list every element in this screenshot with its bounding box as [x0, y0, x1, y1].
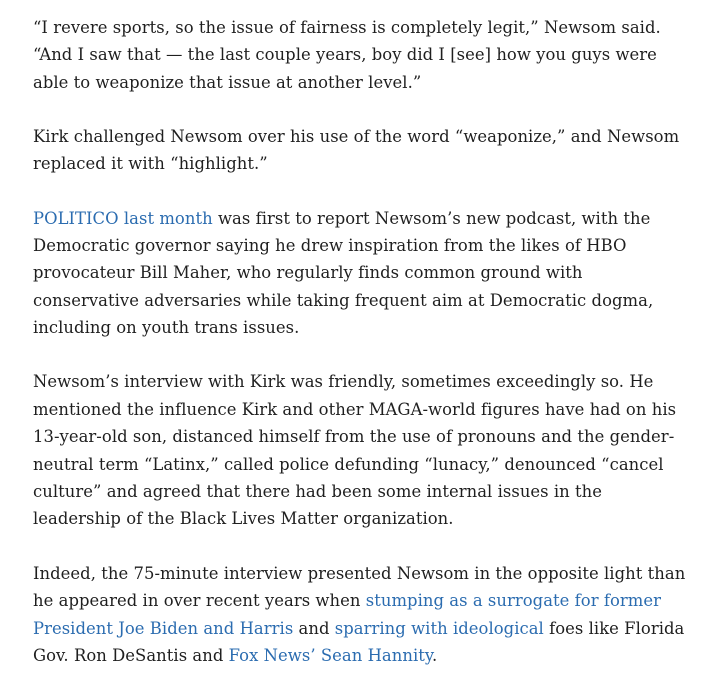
paragraph-newsom-quote [33, 14, 693, 96]
interview-summary-text: Newsom’s interview with Kirk was friendly, sometimes exceedingly so. He mentioned the influence Kirk and other MAGA-world figures have had on his 13-year-old son, distanced himself from the use of pronouns and the gender-neutral term “Latinx,” called police defunding “lunacy,” denounced “cancel culture” and agreed that there had been some internal issues in the leadership of the Black Lives Matter organization. [33, 372, 677, 529]
and-text: and [293, 618, 335, 638]
sparring-ideological-link[interactable]: sparring with ideological [334, 618, 544, 638]
fox-news-hannity-link[interactable]: Fox News’ Sean Hannity [228, 645, 433, 665]
foes-text: foes like Florida Gov. Ron DeSantis and [33, 618, 685, 665]
challenge-text: Kirk challenged Newsom over his use of the word “weaponize,” and Newsom replaced it with “highlight.” [33, 127, 680, 174]
stumping-surrogate-link[interactable]: stumping as a surrogate for former President Joe Biden and Harris [33, 591, 661, 638]
opposite-light-text-start: Indeed, the 75-minute interview presented Newsom in the opposite light than he appeared in over recent years when [33, 563, 686, 611]
paragraph-interview-summary [33, 368, 693, 532]
paragraph-weaponize-challenge [33, 123, 693, 178]
article-body [33, 14, 693, 696]
period-text: . [432, 645, 438, 665]
politico-last-month-link[interactable]: POLITICO last month [33, 208, 213, 228]
paragraph-opposite-light [33, 560, 693, 670]
podcast-report-text: was first to report Newsom’s new podcast, with the Democratic governor saying he drew inspiration from the likes of HBO provocateur Bill Maher, who regularly finds common ground with conservative adversaries while taking frequent aim at Democratic dogma, including on youth trans issues. [33, 208, 654, 338]
paragraph-podcast-report [33, 205, 693, 342]
quote-text: “I revere sports, so the issue of fairness is completely legit,” Newsom said. “And I saw that — the last couple years, boy did I [see] how you guys were able to weaponize that issue at another level.” [33, 18, 661, 92]
